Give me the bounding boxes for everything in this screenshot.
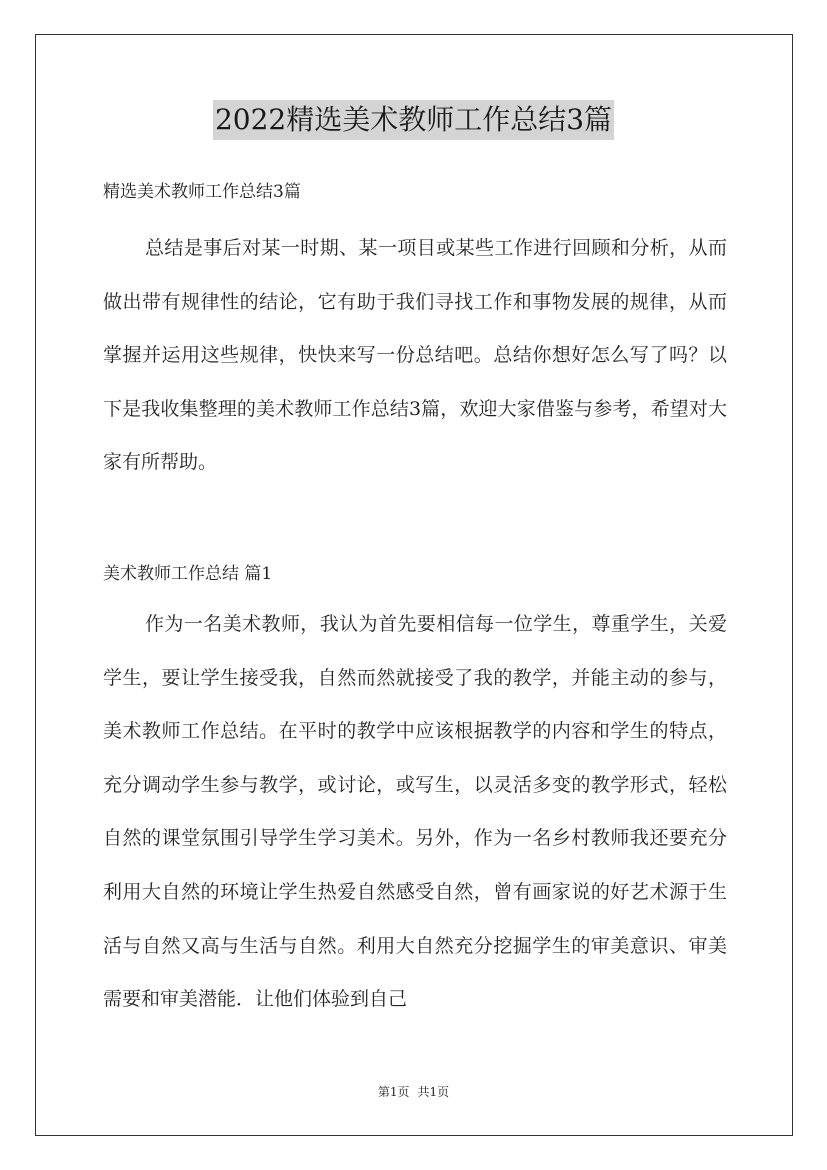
page-footer	[0, 1084, 827, 1100]
intro-paragraph: 总结是事后对某一时期、某一项目或某些工作进行回顾和分析，从而做出带有规律性的结论，它有助于我们寻找工作和事物发展的规律，从而掌握并运用这些规律，快快来写一份总结吧。总结你想好怎么写了吗？以下是我收集整理的美术教师工作总结3篇，欢迎大家借鉴与参考，希望对大家有所帮助。	[103, 237, 727, 474]
page-total: 共1页	[417, 1085, 450, 1099]
title-container	[0, 100, 827, 140]
section-1-paragraph: 作为一名美术教师，我认为首先要相信每一位学生，尊重学生，关爱学生，要让学生接受我，自然而然就接受了我的教学，并能主动的参与，美术教师工作总结。在平时的教学中应该根据教学的内容和学生的特点，充分调动学生参与教学，或讨论，或写生，以灵活多变的教学形式，轻松自然的课堂氛围引导学生学习美术。另外，作为一名乡村教师我还要充分利用大自然的环境让学生热爱自然感受自然，曾有画家说的好艺术源于生活与自然又高与生活与自然。利用大自然充分挖掘学生的审美意识、审美需要和审美潜能．让他们体验到自己	[103, 613, 727, 1011]
document-title: 2022精选美术教师工作总结3篇	[213, 100, 614, 140]
section-heading-1: 美术教师工作总结 篇1	[103, 564, 273, 584]
document-subtitle: 精选美术教师工作总结3篇	[103, 182, 301, 202]
page-number: 第1页	[377, 1085, 410, 1099]
